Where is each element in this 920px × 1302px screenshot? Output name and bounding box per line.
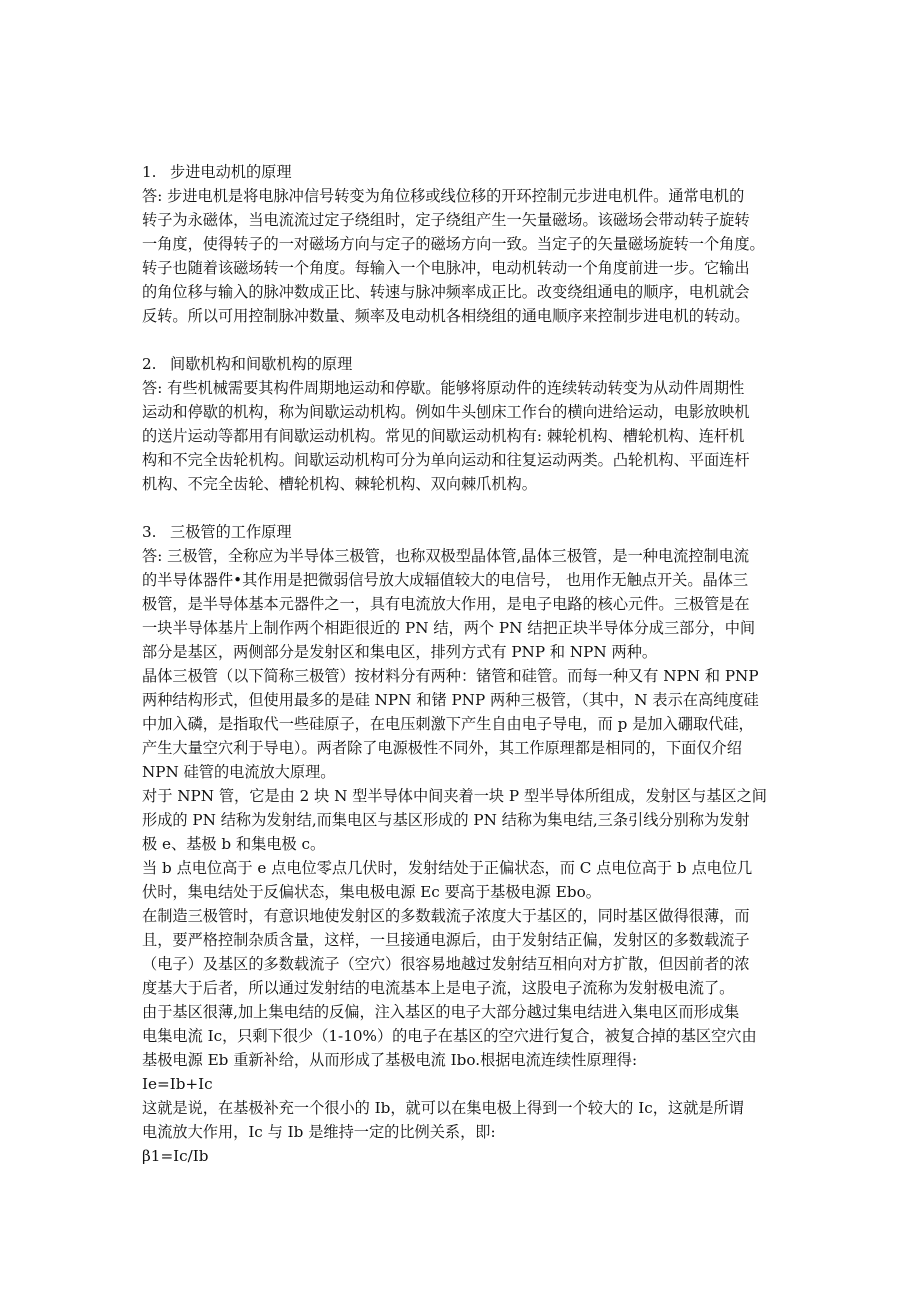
paragraph-line: 由于基区很薄,加上集电结的反偏，注入基区的电子大部分越过集电结进入集电区而形成集	[142, 1003, 740, 1021]
paragraph-line: 晶体三极管（以下简称三极管）按材料分有两种：锗管和硅管。而每一种又有 NPN 和 PNP	[142, 667, 759, 685]
section-intermittent-mechanism	[142, 352, 782, 496]
paragraph-line: 对于 NPN 管，它是由 2 块 N 型半导体中间夹着一块 P 型半导体所组成，发射区与基区之间	[142, 787, 767, 805]
section-heading	[142, 352, 782, 376]
paragraph-line: 电集电流 Ic，只剩下很少（1-10%）的电子在基区的空穴进行复合，被复合掉的基区空穴由	[142, 1027, 757, 1045]
paragraph-line: 中加入磷，是指取代一些硅原子，在电压刺激下产生自由电子导电，而 p 是加入硼取代硅，	[142, 715, 754, 733]
paragraph-line: 的角位移与输入的脉冲数成正比、转速与脉冲频率成正比。改变绕组通电的顺序，电机就会	[142, 283, 750, 301]
section-number: 2.	[142, 355, 157, 373]
paragraph-line: 极管，是半导体基本元器件之一，具有电流放大作用，是电子电路的核心元件。三极管是在	[142, 595, 750, 613]
section-number: 3.	[142, 523, 157, 541]
paragraph-line: 的半导体器件•其作用是把微弱信号放大成辐值较大的电信号， 也用作无触点开关。晶体三	[142, 571, 749, 589]
paragraph-line: 的送片运动等都用有间歇运动机构。常见的间歇运动机构有: 棘轮机构、槽轮机构、连杆机	[142, 427, 745, 445]
paragraph-line: 答: 三极管，全称应为半导体三极管，也称双极型晶体管,晶体三极管，是一种电流控制电流	[142, 547, 750, 565]
section-title: 步进电动机的原理	[170, 163, 292, 181]
paragraph-line: 两种结构形式，但使用最多的是硅 NPN 和锗 PNP 两种三极管，（其中，N 表示在高纯度硅	[142, 691, 759, 709]
document-page	[142, 160, 782, 1168]
paragraph-line: 一块半导体基片上制作两个相距很近的 PN 结，两个 PN 结把正块半导体分成三部分，中间	[142, 619, 756, 637]
paragraph-line: 答: 有些机械需要其构件周期地运动和停歇。能够将原动件的连续转动转变为从动件周期性	[142, 379, 745, 397]
section-stepper-motor	[142, 160, 782, 328]
paragraph-line: 形成的 PN 结称为发射结,而集电区与基区形成的 PN 结称为集电结,三条引线分别称为发射	[142, 811, 750, 829]
section-title: 间歇机构和间歇机构的原理	[170, 355, 353, 373]
paragraph-line: 答: 步进电机是将电脉冲信号转变为角位移或线位移的开环控制元步进电机件。通常电机的	[142, 187, 745, 205]
section-number: 1.	[142, 163, 157, 181]
section-title: 三极管的工作原理	[170, 523, 292, 541]
section-transistor	[142, 520, 782, 1168]
paragraph-line: 度基大于后者，所以通过发射结的电流基本上是电子流，这股电子流称为发射极电流了。	[142, 979, 735, 997]
paragraph-line: 一角度，使得转子的一对磁场方向与定子的磁场方向一致。当定子的矢量磁场旋转一个角度。	[142, 235, 765, 253]
paragraph-line: 部分是基区，两侧部分是发射区和集电区，排列方式有 PNP 和 NPN 两种。	[142, 643, 658, 661]
paragraph-line: 转子为永磁体，当电流流过定子绕组时，定子绕组产生一矢量磁场。该磁场会带动转子旋转	[142, 211, 750, 229]
paragraph-line: 机构、不完全齿轮、槽轮机构、棘轮机构、双向棘爪机构。	[142, 475, 537, 493]
paragraph-line: 当 b 点电位高于 e 点电位零点几伏时，发射结处于正偏状态，而 C 点电位高于 b 点电位几	[142, 859, 753, 877]
paragraph-line: 极 e、基极 b 和集电极 c。	[142, 835, 326, 853]
paragraph-line: 这就是说，在基极补充一个很小的 Ib，就可以在集电极上得到一个较大的 Ic，这就是所谓	[142, 1099, 744, 1117]
paragraph-line: （电子）及基区的多数载流子（空穴）很容易地越过发射结互相向对方扩散，但因前者的浓	[142, 955, 750, 973]
paragraph-line: 伏时，集电结处于反偏状态，集电极电源 Ec 要高于基极电源 Ebo。	[142, 883, 601, 901]
paragraph-line: 转子也随着该磁场转一个角度。每输入一个电脉冲，电动机转动一个角度前进一步。它输出	[142, 259, 750, 277]
paragraph-line: 构和不完全齿轮机构。间歇运动机构可分为单向运动和往复运动两类。凸轮机构、平面连杆	[142, 451, 750, 469]
paragraph-line: 且，要严格控制杂质含量，这样，一旦接通电源后，由于发射结正偏，发射区的多数载流子	[142, 931, 750, 949]
formula-line: β1=Ic/Ib	[142, 1147, 209, 1165]
paragraph-line: NPN 硅管的电流放大原理。	[142, 763, 336, 781]
section-heading	[142, 520, 782, 544]
paragraph-line: 反转。所以可用控制脉冲数量、频率及电动机各相绕组的通电顺序来控制步进电机的转动。	[142, 307, 750, 325]
paragraph-line: 电流放大作用，Ic 与 Ib 是维持一定的比例关系，即:	[142, 1123, 496, 1141]
paragraph-line: 基极电源 Eb 重新补给，从而形成了基极电流 Ibo.根据电流连续性原理得:	[142, 1051, 638, 1069]
section-heading	[142, 160, 782, 184]
paragraph-line: 产生大量空穴利于导电）。两者除了电源极性不同外，其工作原理都是相同的，下面仅介绍	[142, 739, 742, 757]
paragraph-line: 运动和停歇的机构，称为间歇运动机构。例如牛头刨床工作台的横向进给运动，电影放映机	[142, 403, 750, 421]
formula-line: Ie=Ib+Ic	[142, 1075, 213, 1093]
paragraph-line: 在制造三极管时，有意识地使发射区的多数载流子浓度大于基区的，同时基区做得很薄，而	[142, 907, 750, 925]
